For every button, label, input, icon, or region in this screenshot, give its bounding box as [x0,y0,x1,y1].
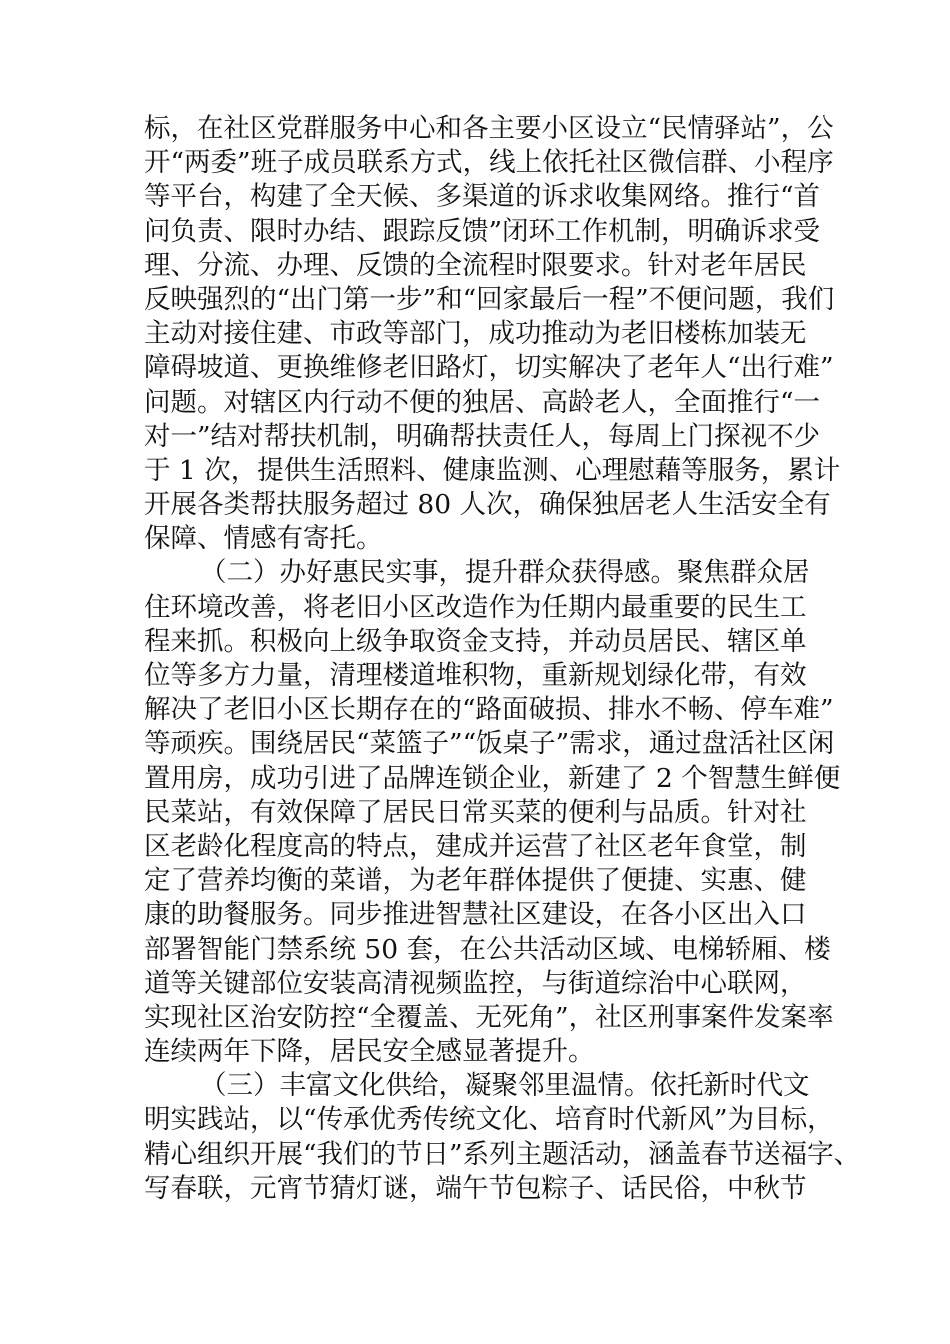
text-line: 道等关键部位安装高清视频监控，与街道综治中心联网， [144,967,807,999]
text-line: 理、分流、办理、反馈的全流程时限要求。针对老年居民 [144,249,807,281]
text-line: 障碍坡道、更换维修老旧路灯，切实解决了老年人“出行难” [144,352,834,384]
text-line: 精心组织开展“我们的节日”系列主题活动，涵盖春节送福字、 [144,1138,861,1170]
text-line: 反映强烈的“出门第一步”和“回家最后一程”不便问题，我们 [144,283,835,315]
text-line: 写春联，元宵节猜灯谜，端午节包粽子、话民俗，中秋节 [144,1172,807,1204]
text-line: 置用房，成功引进了品牌连锁企业，新建了 2 个智慧生鲜便 [144,762,841,794]
body-text [144,112,861,1206]
text-line: 问负责、限时办结、跟踪反馈”闭环工作机制，明确诉求受 [144,215,821,247]
text-line: 开“两委”班子成员联系方式，线上依托社区微信群、小程序 [144,147,834,179]
text-line: 连续两年下降，居民安全感显著提升。 [144,1036,595,1068]
text-line: 于 1 次，提供生活照料、健康监测、心理慰藉等服务，累计 [144,454,841,486]
text-line: 位等多方力量，清理楼道堆积物，重新规划绿化带，有效 [144,660,807,691]
section-heading-line: （二）办好惠民实事，提升群众获得感。聚焦群众居 [200,557,810,589]
text-line: 标，在社区党群服务中心和各主要小区设立“民情驿站”，公 [144,113,834,144]
text-line: 区老龄化程度高的特点，建成并运营了社区老年食堂，制 [144,830,807,862]
text-line: 部署智能门禁系统 50 套，在公共活动区域、电梯轿厢、楼 [144,933,831,965]
text-line: 解决了老旧小区长期存在的“路面破损、排水不畅、停车难” [144,694,834,726]
text-line: 实现社区治安防控“全覆盖、无死角”，社区刑事案件发案率 [144,1001,834,1033]
text-line: 开展各类帮扶服务超过 80 人次，确保独居老人生活安全有 [144,489,831,521]
text-line: 保障、情感有寄托。 [144,523,383,555]
text-line: 对一”结对帮扶机制，明确帮扶责任人，每周上门探视不少 [144,420,821,452]
text-line: 康的助餐服务。同步推进智慧社区建设，在各小区出入口 [144,899,807,931]
text-line: 问题。对辖区内行动不便的独居、高龄老人，全面推行“一 [144,386,821,418]
text-line: 定了营养均衡的菜谱，为老年群体提供了便捷、实惠、健 [144,865,807,897]
text-line: 主动对接住建、市政等部门，成功推动为老旧楼栋加装无 [144,318,807,350]
section-heading-line: （三）丰富文化供给，凝聚邻里温情。依托新时代文 [200,1070,810,1102]
text-line: 程来抓。积极向上级争取资金支持，并动员居民、辖区单 [144,625,807,657]
text-line: 住环境改善，将老旧小区改造作为任期内最重要的民生工 [144,591,807,623]
text-line: 民菜站，有效保障了居民日常买菜的便利与品质。针对社 [144,796,807,828]
text-line: 明实践站，以“传承优秀传统文化、培育时代新风”为目标， [144,1104,834,1136]
text-line: 等平台，构建了全天候、多渠道的诉求收集网络。推行“首 [144,181,821,213]
text-line: 等顽疾。围绕居民“菜篮子”“饭桌子”需求，通过盘活社区闲 [144,728,835,760]
